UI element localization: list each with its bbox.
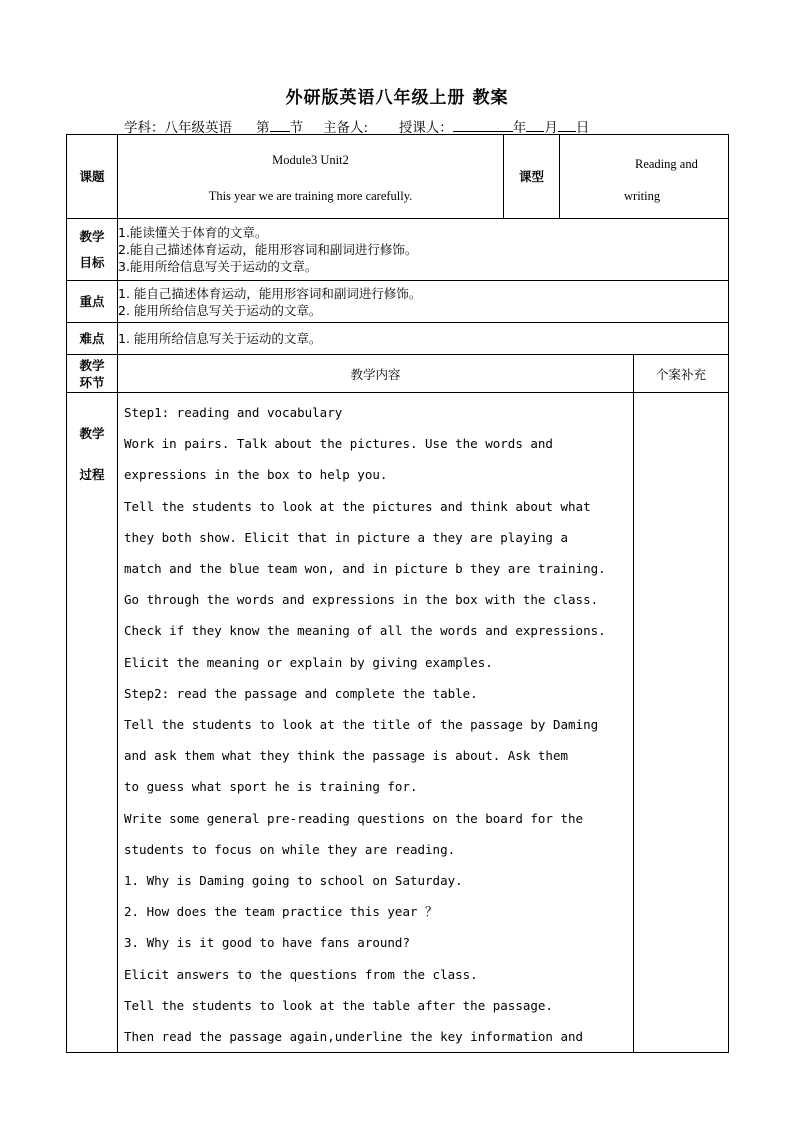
- process-content: [118, 393, 634, 1053]
- objectives-label-1: 教学: [79, 228, 105, 244]
- teacher-blank: [453, 118, 513, 132]
- process-line: Check if they know the meaning of all the words and expressions.: [124, 623, 606, 639]
- difficult-label: 难点: [67, 323, 118, 355]
- objectives-list: [118, 219, 729, 281]
- topic-title: This year we are training more carefully.: [208, 188, 413, 203]
- objective-item: 1.能读懂关于体育的文章。: [118, 225, 268, 240]
- lesson-type: [560, 135, 729, 219]
- process-line: Elicit the meaning or explain by giving examples.: [124, 654, 493, 670]
- process-line: Write some general pre-reading questions on the board for the: [124, 810, 584, 826]
- process-line: Then read the passage again,underline the key information and: [124, 1029, 584, 1045]
- objectives-row: [67, 219, 729, 281]
- key-points-row: [67, 281, 729, 323]
- objective-item: 3.能用所给信息写关于运动的文章。: [118, 259, 318, 274]
- difficult-item: 1. 能用所给信息写关于运动的文章。: [118, 331, 322, 346]
- process-line: to guess what sport he is training for.: [124, 779, 418, 795]
- process-line: they both show. Elicit that in picture a they are playing a: [124, 529, 569, 545]
- content-header: 教学内容: [118, 355, 634, 393]
- type-label: 课型: [504, 135, 560, 219]
- day-blank: [558, 118, 576, 132]
- key-point-item: 1. 能自己描述体育运动，能用形容词和副词进行修饰。: [118, 285, 422, 301]
- page-title: 外研版英语八年级上册 教案: [285, 88, 509, 108]
- process-line: Tell the students to look at the pictures and think about what: [124, 498, 591, 514]
- process-label-1: 教学: [79, 426, 105, 441]
- process-lines: [124, 397, 627, 1052]
- lesson-info-line: [124, 116, 589, 136]
- topic-content: [118, 135, 504, 219]
- section-suffix: 节: [289, 120, 303, 136]
- process-line: 2. How does the team practice this year ？: [124, 904, 438, 920]
- section-blank: [270, 118, 290, 132]
- process-line: students to focus on while they are reading.: [124, 841, 456, 857]
- process-line: 1. Why is Daming going to school on Saturday.: [124, 873, 463, 889]
- stage-label-2: 环节: [79, 374, 105, 390]
- process-line: match and the blue team won, and in picture b they are training.: [124, 561, 606, 577]
- key-points-list: [118, 281, 729, 323]
- topic-module: Module3 Unit2: [272, 152, 349, 167]
- process-line: Step1: reading and vocabulary: [124, 405, 343, 420]
- month-label: 月: [544, 120, 558, 136]
- year-label: 年: [512, 120, 527, 136]
- preparer-label: 主备人:_: [323, 120, 375, 136]
- lesson-type-line2: writing: [624, 188, 661, 203]
- process-line: Tell the students to look at the table after the passage.: [124, 997, 553, 1013]
- supplement-cell: [634, 393, 729, 1053]
- lesson-plan-table: [66, 134, 729, 1053]
- supplement-header: 个案补充: [634, 355, 729, 393]
- key-point-item: 2. 能用所给信息写关于运动的文章。: [118, 302, 322, 318]
- key-points-label: 重点: [67, 281, 118, 323]
- process-line: 3. Why is it good to have fans around?: [124, 935, 410, 951]
- topic-label: 课题: [67, 135, 118, 219]
- section-prefix: 第: [256, 120, 270, 136]
- process-line: and ask them what they think the passage is about. Ask them: [124, 748, 569, 764]
- process-row: [67, 393, 729, 1053]
- process-label-2: 过程: [79, 467, 105, 482]
- stage-label-1: 教学: [79, 357, 105, 373]
- difficult-row: [67, 323, 729, 355]
- lesson-type-line1: Reading and: [635, 156, 698, 171]
- process-line: expressions in the box to help you.: [124, 467, 388, 483]
- stage-header-row: [67, 355, 729, 393]
- process-line: Work in pairs. Talk about the pictures. Use the words and: [124, 436, 553, 452]
- objectives-label-2: 目标: [79, 254, 105, 270]
- objectives-label: [67, 219, 118, 281]
- process-line: Step2: read the passage and complete the table.: [124, 685, 478, 701]
- process-line: Tell the students to look at the title of the passage by Daming: [124, 717, 599, 733]
- process-line: Go through the words and expressions in the box with the class.: [124, 592, 599, 608]
- month-blank: [526, 118, 544, 132]
- subject-label: 学科：八年级英语: [124, 120, 232, 136]
- difficult-list: [118, 323, 729, 355]
- process-line: Elicit answers to the questions from the class.: [124, 966, 478, 982]
- objective-item: 2.能自己描述体育运动，能用形容词和副词进行修饰。: [118, 242, 418, 257]
- topic-row: [67, 135, 729, 219]
- stage-label: [67, 355, 118, 393]
- process-label: [67, 393, 118, 1053]
- day-label: 日: [575, 120, 590, 136]
- teacher-label: 授课人：: [398, 120, 453, 136]
